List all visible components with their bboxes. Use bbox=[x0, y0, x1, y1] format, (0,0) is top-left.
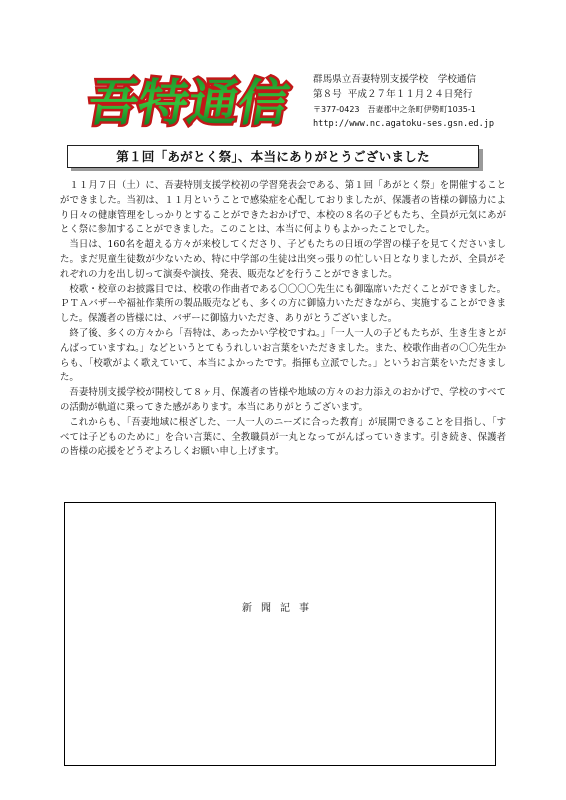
paragraph: 吾妻特別支援学校が開校して８ヶ月、保護者の皆様や地域の方々のお力添えのおかげで、学校のすべての活動が軌道に乗ってきた感があります。本当にありがとうございます。 bbox=[60, 387, 506, 413]
article-body bbox=[60, 179, 506, 460]
issue-number: 第８号 bbox=[313, 89, 342, 100]
school-address: 〒377-0423 吾妻郡中之条町伊勢町1035-1 bbox=[313, 105, 476, 114]
paragraph: １１月７日（土）に、吾妻特別支援学校初の学習発表会である、第１回「あがとく祭」を開催することができました。当初は、１１月ということで感染症を心配しておりましたが、保護者の皆様の御協力により日々の健康管理をしっかりとすることができたおかげで、本校の８名の子どもたち、全員が元気にあがとく祭に参加することができました。このことは、本当に何よりもよかったことでした。 bbox=[60, 180, 506, 236]
newsletter-logo bbox=[78, 72, 294, 132]
masthead-info bbox=[313, 72, 543, 132]
paragraph: 校歌・校章のお披露目では、校歌の作曲者である〇〇〇〇先生にも御臨席いただくことができました。ＰＴＡバザーや福祉作業所の製品販売なども、多くの方に御協力いただきながら、実施することができました。保護者の皆様には、バザーに御協力いただき、ありがとうございました。 bbox=[60, 283, 506, 325]
article-headline: 第１回「あがとく祭」、本当にありがとうございました bbox=[67, 145, 479, 168]
school-url: http://www.nc.agatoku-ses.gsn.ed.jp bbox=[313, 119, 495, 129]
issue-line bbox=[313, 87, 543, 102]
paragraph: これからも、「吾妻地域に根ざした、一人一人のニーズに合った教育」が展開できることを目指し、「すべては子どものために」を合い言葉に、全教職員が一丸となってがんばっていきます。引き続き、保護者の皆様の応援をどうぞよろしくお願い申し上げます。 bbox=[60, 416, 506, 458]
issue-date: 平成２７年１１月２４日発行 bbox=[347, 89, 473, 100]
school-name: 群馬県立吾妻特別支援学校 学校通信 bbox=[313, 74, 477, 85]
svg-text:吾特通信: 吾特通信 bbox=[83, 73, 294, 132]
paragraph: 終了後、多くの方々から「吾特は、あったかい学校ですね。」「一人一人の子どもたちが、生き生きとがんばっていますね。」などというとてもうれしいお言葉をいただきました。また、校歌作曲者の〇〇先生からも、「校歌がよく歌えていて、本当によかったです。指揮も立派でした。」というお言葉をいただきました。 bbox=[60, 327, 506, 384]
paragraph: 当日は、160名を超える方々が来校してくださり、子どもたちの日頃の学習の様子を見てくださいました。まだ児童生徒数が少ないため、特に中学部の生徒は出突っ張りの忙しい日となりましたが、全員がそれぞれの力を出し切って演奏や演技、発表、販売などを行うことができました。 bbox=[60, 239, 506, 280]
clipping-label: 新聞記事 bbox=[242, 603, 318, 614]
newspaper-clipping-box bbox=[64, 502, 496, 766]
